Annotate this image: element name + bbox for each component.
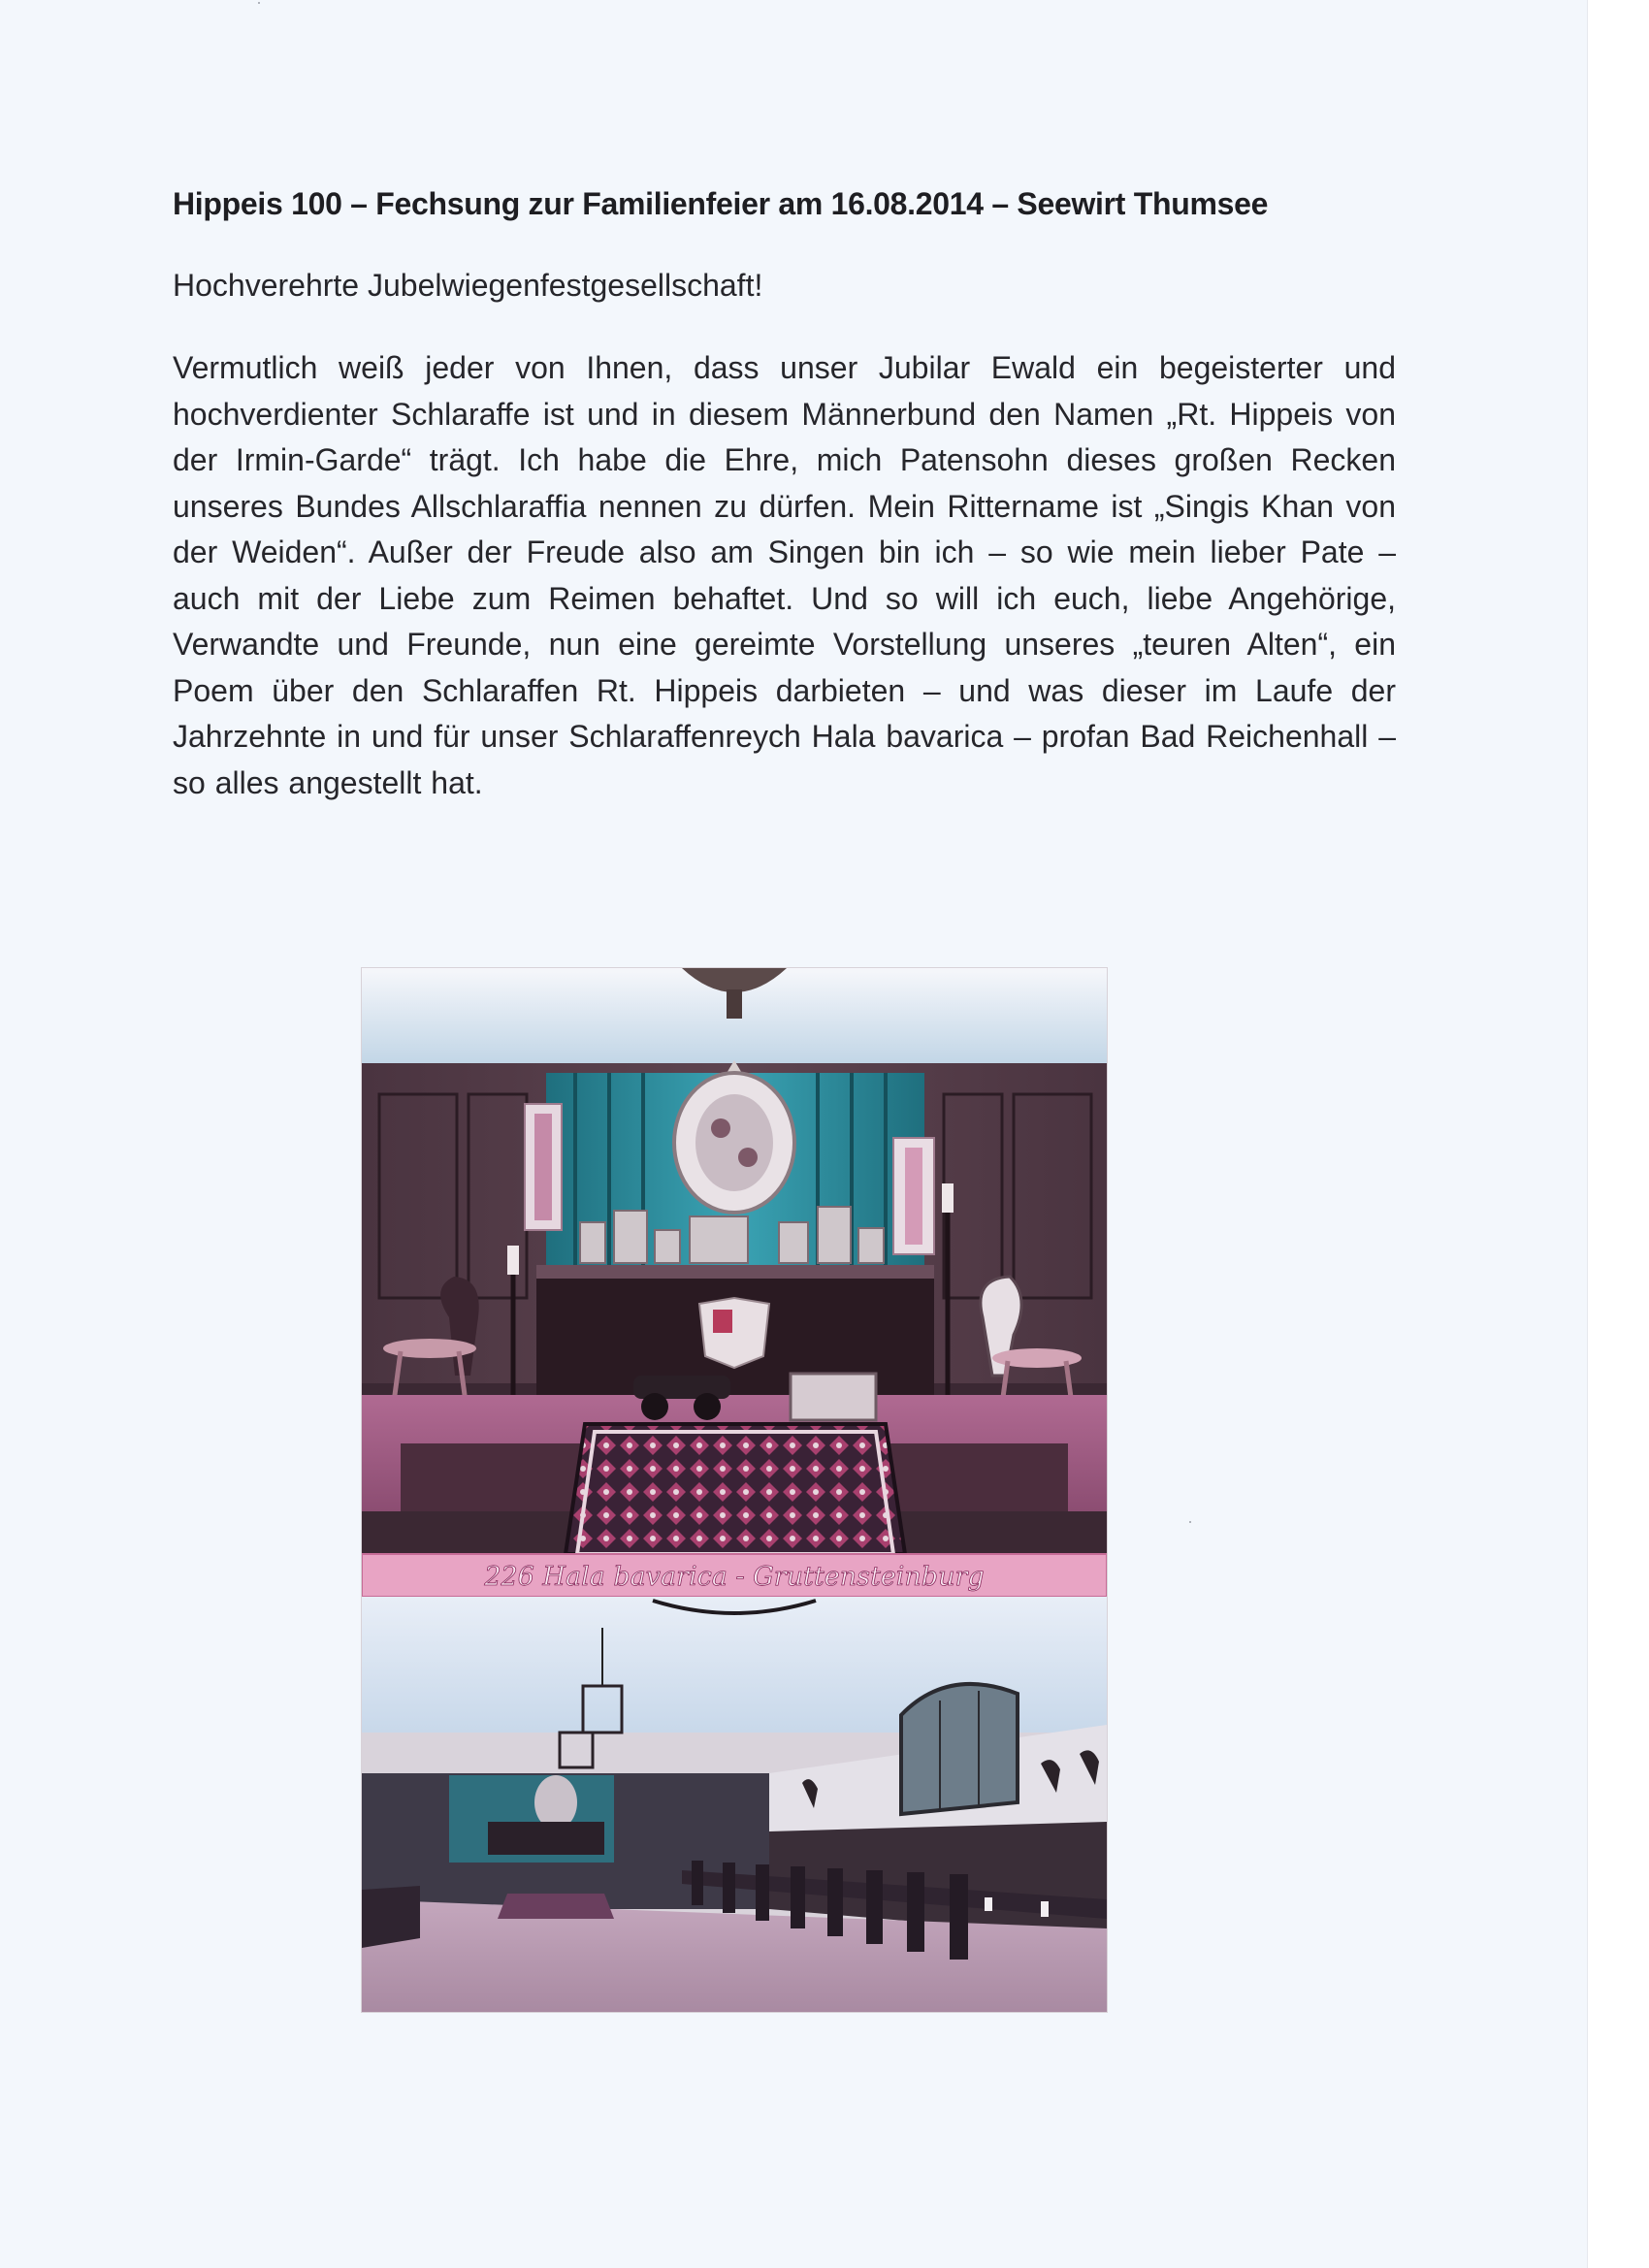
body-paragraph: Vermutlich weiß jeder von Ihnen, dass unser Jubilar Ewald ein begeisterter und hochverdienter Schlaraffe ist und in diesem Männerbund den Namen „Rt. Hippeis von der Irmin-Garde“ trägt. Ich habe die Ehre, mich Patensohn dieses großen Recken unseres Bundes Allschlaraffia nennen zu dürfen. Mein Rittername ist „Singis Khan von der Weiden“. Außer der Freude also am Singen bin ich – so wie mein lieber Pate – auch mit der Liebe zum Reimen behaftet. Und so will ich euch, liebe Angehörige, Verwandte und Freunde, nun eine gereimte Vorstellung unseres „teuren Alten“, ein Poem über den Schlaraffen Rt. Hippeis darbieten – und was dieser im Laufe der Jahrzehnte in und für unser Schlaraffenreych Hala bavarica – profan Bad Reichenhall – so alles angestellt hat. [173, 350, 1396, 800]
hall-photo-illustration [362, 968, 1107, 2012]
salutation: Hochverehrte Jubelwiegenfestgesellschaft! [173, 268, 763, 303]
scan-speck [1189, 1521, 1191, 1523]
document-title: Hippeis 100 – Fechsung zur Familienfeier am 16.08.2014 – Seewirt Thumsee [173, 186, 1269, 221]
hall-photo-postcard [362, 968, 1107, 2012]
scan-speck [258, 2, 260, 4]
scan-margin [1587, 0, 1649, 2268]
photo-caption: 226 Hala bavarica - Gruttensteinburg [484, 1562, 985, 1592]
